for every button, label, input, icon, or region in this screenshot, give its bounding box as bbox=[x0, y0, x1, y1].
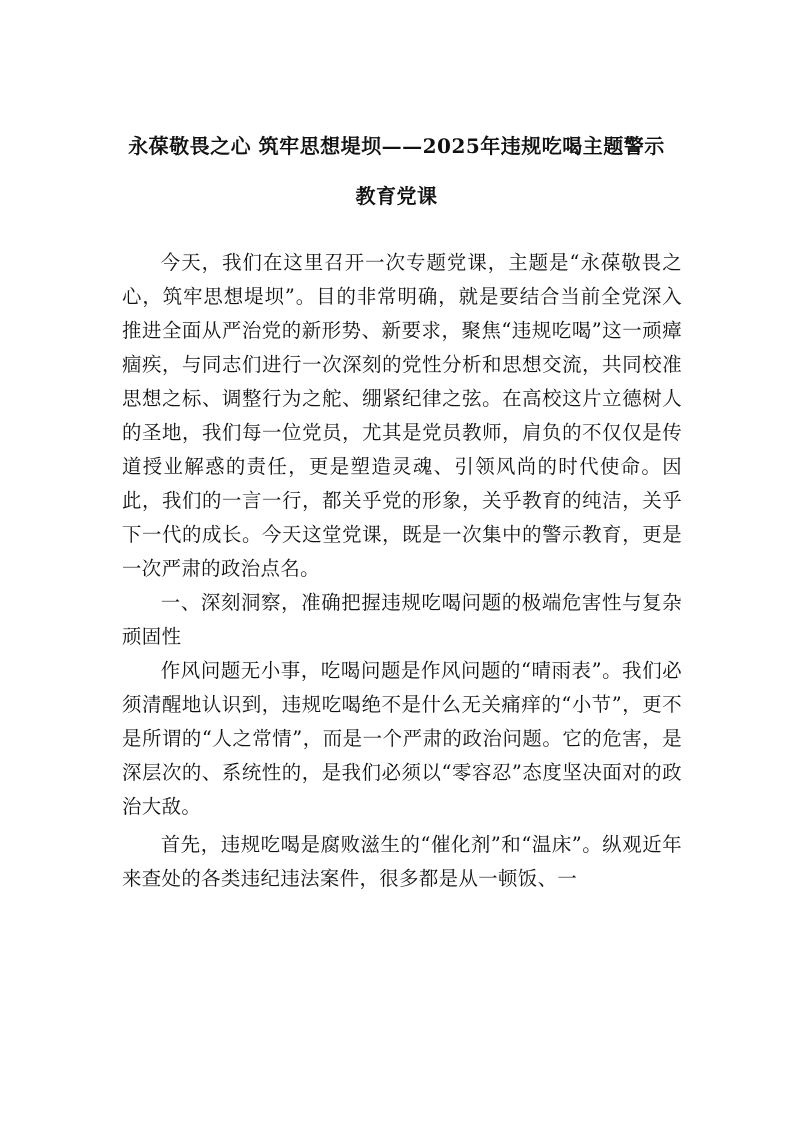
paragraph-first-point: 首先，违规吃喝是腐败滋生的“催化剂”和“温床”。纵观近年来查处的各类违纪违法案件，很多都是从一顿饭、一 bbox=[122, 833, 682, 890]
document-title-line1: 永葆敬畏之心 筑牢思想堤坝——2025年违规吃喝主题警示 bbox=[128, 134, 665, 158]
document-title-line2: 教育党课 bbox=[355, 184, 438, 208]
paragraph-intro: 今天，我们在这里召开一次专题党课，主题是“永葆敬畏之心，筑牢思想堤坝”。目的非常明确，就是要结合当前全党深入推进全面从严治党的新形势、新要求，聚焦“违规吃喝”这一顽瘴痼疾，与同志们进行一次深刻的党性分析和思想交流，共同校准思想之标、调整行为之舵、绷紧纪律之弦。在高校这片立德树人的圣地，我们每一位党员，尤其是党员教师，肩负的不仅仅是传道授业解惑的责任，更是塑造灵魂、引领风尚的时代使命。因此，我们的一言一行，都关乎党的形象，关乎教育的纯洁，关乎下一代的成长。今天这堂党课，既是一次集中的警示教育，更是一次严肃的政治点名。 bbox=[122, 251, 682, 580]
section-heading-1: 一、深刻洞察，准确把握违规吃喝问题的极端危害性与复杂顽固性 bbox=[122, 591, 682, 648]
paragraph-section1-intro: 作风问题无小事，吃喝问题是作风问题的“晴雨表”。我们必须清醒地认识到，违规吃喝绝不是什么无关痛痒的“小节”，更不是所谓的“人之常情”，而是一个严肃的政治问题。它的危害，是深层次的、系统性的，是我们必须以“零容忍”态度坚决面对的政治大敌。 bbox=[122, 659, 682, 818]
document-body bbox=[122, 246, 682, 896]
